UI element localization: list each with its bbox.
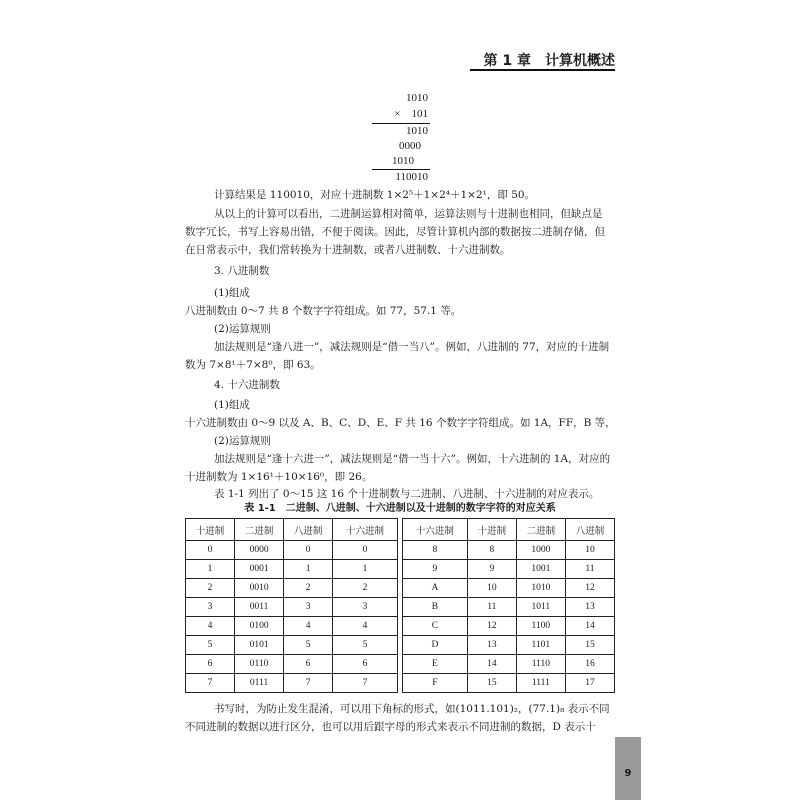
page-number: 9 — [624, 768, 632, 779]
table-cell: 8 — [402, 541, 467, 560]
text-line: 十进制数为 1×16¹＋10×16⁰，即 26。 — [185, 471, 373, 483]
text-line: 计算结果是 110010，对应十进制数 1×2⁵＋1×2⁴＋1×2¹，即 50。 — [214, 189, 536, 201]
table-cell: 5 — [333, 636, 398, 655]
table-cell: 1100 — [516, 617, 565, 636]
product: 110010 — [395, 171, 428, 183]
table-cell: 13 — [467, 636, 516, 655]
table-cell: 6 — [284, 655, 333, 674]
column-header: 十进制 — [186, 519, 235, 541]
table-cell: 12 — [565, 579, 614, 598]
text-line: 在日常表示中，我们常转换为十进制数，或者八进制数、十六进制数。 — [185, 244, 511, 256]
table-cell: 9 — [402, 560, 467, 579]
text-line: 数为 7×8¹＋7×8⁰，即 63。 — [185, 359, 321, 371]
text-line: 不同进制的数据以进行区分，也可以用后跟字母的形式来表示不同进制的数据，D 表示十 — [185, 721, 596, 733]
table-cell: 11 — [467, 598, 516, 617]
text-line: 从以上的计算可以看出，二进制运算相对简单，运算法则与十进制也相同，但缺点是 — [214, 208, 603, 220]
table-cell: 4 — [284, 617, 333, 636]
table-cell: 6 — [333, 655, 398, 674]
chapter-header: 第 1 章 计算机概述 — [483, 53, 615, 69]
text-line: 八进制数由 0～7 共 8 个数字字符组成。如 77，57.1 等。 — [185, 305, 462, 317]
table-cell: 2 — [333, 579, 398, 598]
table-row — [186, 617, 615, 636]
table-cell: 0101 — [235, 636, 284, 655]
table-cell: 15 — [467, 674, 516, 693]
table-cell: 14 — [467, 655, 516, 674]
table-cell: 0110 — [235, 655, 284, 674]
table-cell: 4 — [333, 617, 398, 636]
partial-product-3: 1010 — [392, 155, 414, 167]
table-cell: 0100 — [235, 617, 284, 636]
text-line: 十六进制数由 0～9 以及 A、B、C、D、E、F 共 16 个数字字符组成。如 1A，FF，B 等， — [185, 417, 616, 429]
table-cell: 5 — [284, 636, 333, 655]
multiplicand: 1010 — [406, 92, 428, 104]
table-cell: 1 — [186, 560, 235, 579]
multiplier: × 101 — [394, 108, 428, 120]
text-line: 书写时，为防止发生混淆，可以用下角标的形式，如(1011.101)₂，(77.1)₈ 表示不同 — [214, 703, 610, 715]
text-line: 表 1-1 列出了 0～15 这 16 个十进制数与二进制、八进制、十六进制的对应表示。 — [214, 488, 600, 500]
table-cell: 0011 — [235, 598, 284, 617]
table-cell: 13 — [565, 598, 614, 617]
table-cell: 7 — [186, 674, 235, 693]
table-cell: 10 — [565, 541, 614, 560]
table-cell: 3 — [284, 598, 333, 617]
subheading: (2)运算规则 — [214, 435, 271, 447]
table-row — [186, 674, 615, 693]
table-row — [186, 560, 615, 579]
table-cell: 0010 — [235, 579, 284, 598]
column-header: 二进制 — [235, 519, 284, 541]
table-header-row — [186, 519, 615, 541]
text-line: 加法规则是“逢十六进一”，减法规则是“借一当十六”。例如，十六进制的 1A，对应的 — [214, 453, 611, 465]
table-cell: 14 — [565, 617, 614, 636]
table-cell: 1 — [333, 560, 398, 579]
table-cell: F — [402, 674, 467, 693]
column-header: 二进制 — [516, 519, 565, 541]
table-cell: 1010 — [516, 579, 565, 598]
table-cell: 8 — [467, 541, 516, 560]
table-cell: 7 — [333, 674, 398, 693]
text-line: 加法规则是“逢八进一”，减法规则是“借一当八”。例如，八进制的 77，对应的十进制 — [214, 341, 610, 353]
table-cell: 1110 — [516, 655, 565, 674]
table-caption: 表 1-1 二进制、八进制、十六进制以及十进制的数字字符的对应关系 — [244, 503, 556, 514]
table-row — [186, 598, 615, 617]
subheading: (1)组成 — [214, 287, 250, 299]
column-header: 十进制 — [467, 519, 516, 541]
number-system-table — [185, 518, 615, 693]
table-cell: 0 — [333, 541, 398, 560]
rule — [372, 123, 430, 124]
table-cell: 0000 — [235, 541, 284, 560]
partial-product-2: 0000 — [399, 140, 421, 152]
table-cell: 0 — [284, 541, 333, 560]
table-cell: 1101 — [516, 636, 565, 655]
table-cell: 1111 — [516, 674, 565, 693]
table-cell: 1 — [284, 560, 333, 579]
table-cell: 0111 — [235, 674, 284, 693]
section-heading: 3. 八进制数 — [214, 265, 270, 277]
table-cell: 3 — [186, 598, 235, 617]
table-cell: B — [402, 598, 467, 617]
column-header: 八进制 — [565, 519, 614, 541]
table-cell: 17 — [565, 674, 614, 693]
table-row — [186, 541, 615, 560]
column-header: 十六进制 — [333, 519, 398, 541]
text-line: 数字冗长，书写上容易出错，不便于阅读。因此，尽管计算机内部的数据按二进制存储，但 — [185, 226, 605, 238]
subheading: (1)组成 — [214, 399, 250, 411]
table-cell: D — [402, 636, 467, 655]
subheading: (2)运算规则 — [214, 323, 271, 335]
table-cell: 1001 — [516, 560, 565, 579]
table-cell: 16 — [565, 655, 614, 674]
table-cell: 2 — [284, 579, 333, 598]
table-cell: 9 — [467, 560, 516, 579]
section-heading: 4. 十六进制数 — [214, 379, 280, 391]
table-row — [186, 636, 615, 655]
column-header: 八进制 — [284, 519, 333, 541]
table-cell: A — [402, 579, 467, 598]
table-cell: E — [402, 655, 467, 674]
partial-product-1: 1010 — [406, 125, 428, 137]
table-cell: 15 — [565, 636, 614, 655]
table-cell: 0001 — [235, 560, 284, 579]
table-cell: 7 — [284, 674, 333, 693]
table-cell: 1000 — [516, 541, 565, 560]
table-cell: 1011 — [516, 598, 565, 617]
table-cell: 5 — [186, 636, 235, 655]
table-cell: 11 — [565, 560, 614, 579]
rule — [372, 169, 430, 170]
table-cell: 0 — [186, 541, 235, 560]
table-row — [186, 579, 615, 598]
column-header: 十六进制 — [402, 519, 467, 541]
table-cell: 4 — [186, 617, 235, 636]
table-cell: 10 — [467, 579, 516, 598]
table-cell: 3 — [333, 598, 398, 617]
table-cell: 12 — [467, 617, 516, 636]
table-row — [186, 655, 615, 674]
table-cell: 2 — [186, 579, 235, 598]
header-rule — [470, 69, 615, 71]
table-cell: C — [402, 617, 467, 636]
table-cell: 6 — [186, 655, 235, 674]
